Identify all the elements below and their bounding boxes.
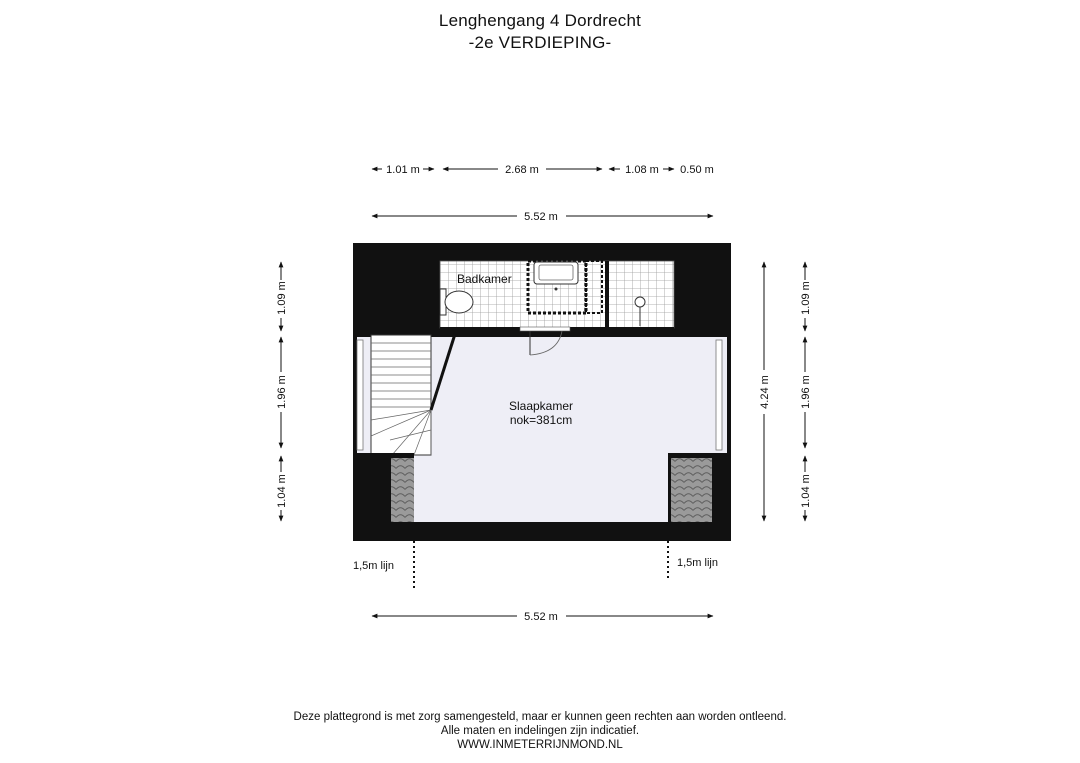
dim-top-1: 1.01 m [386,164,420,176]
bathroom-partition [605,261,609,328]
roof-tiles-left [391,458,414,522]
dim-left-1: 1.09 m [276,281,288,315]
roof-tiles-right [671,458,712,522]
website-link[interactable]: WWW.INMETERRIJNMOND.NL [457,739,623,751]
dim-right-1: 1.09 m [800,281,812,315]
bedroom-floor-lower [414,452,668,524]
room-label-bathroom: Badkamer [457,272,512,286]
height-line-label-right: 1,5m lijn [677,557,718,569]
floor-plan-body [353,243,731,541]
dim-left-2: 1.96 m [276,375,288,409]
room-label-bedroom: Slaapkamer [508,399,574,413]
right-total-dimension [759,262,771,521]
left-window [357,340,363,450]
dim-right-2: 1.96 m [800,375,812,409]
bottom-total-dimension [372,611,713,623]
floor-subtitle: -2e VERDIEPING- [468,33,612,52]
top-dimension-row [372,164,714,176]
right-window [716,340,722,450]
left-dimension-column [276,262,288,521]
dim-top-3: 1.08 m [625,164,659,176]
indicative-note: Alle maten en indelingen zijn indicatief. [440,725,640,737]
height-line-left [353,541,414,590]
disclaimer-text: Deze plattegrond is met zorg samengesteld, maar er kunnen geen rechten aan worden ontleend. [293,711,787,723]
dim-left-3: 1.04 m [276,474,288,508]
height-line-label-left: 1,5m lijn [353,560,394,572]
height-line-right [668,541,718,580]
top-total-dimension [372,211,713,223]
room-label-bedroom-height: nok=381cm [509,413,573,427]
right-dimension-column [800,262,812,521]
dim-bottom-total: 5.52 m [524,611,558,623]
bottom-wall [353,522,731,541]
staircase [371,335,431,455]
dim-right-3: 1.04 m [800,474,812,508]
dim-right-total: 4.24 m [759,375,771,409]
dim-top-total: 5.52 m [524,211,558,223]
dim-top-2: 2.68 m [505,164,539,176]
dim-top-4: 0.50 m [680,164,714,176]
plan-title: Lenghengang 4 Dordrecht [438,11,642,30]
